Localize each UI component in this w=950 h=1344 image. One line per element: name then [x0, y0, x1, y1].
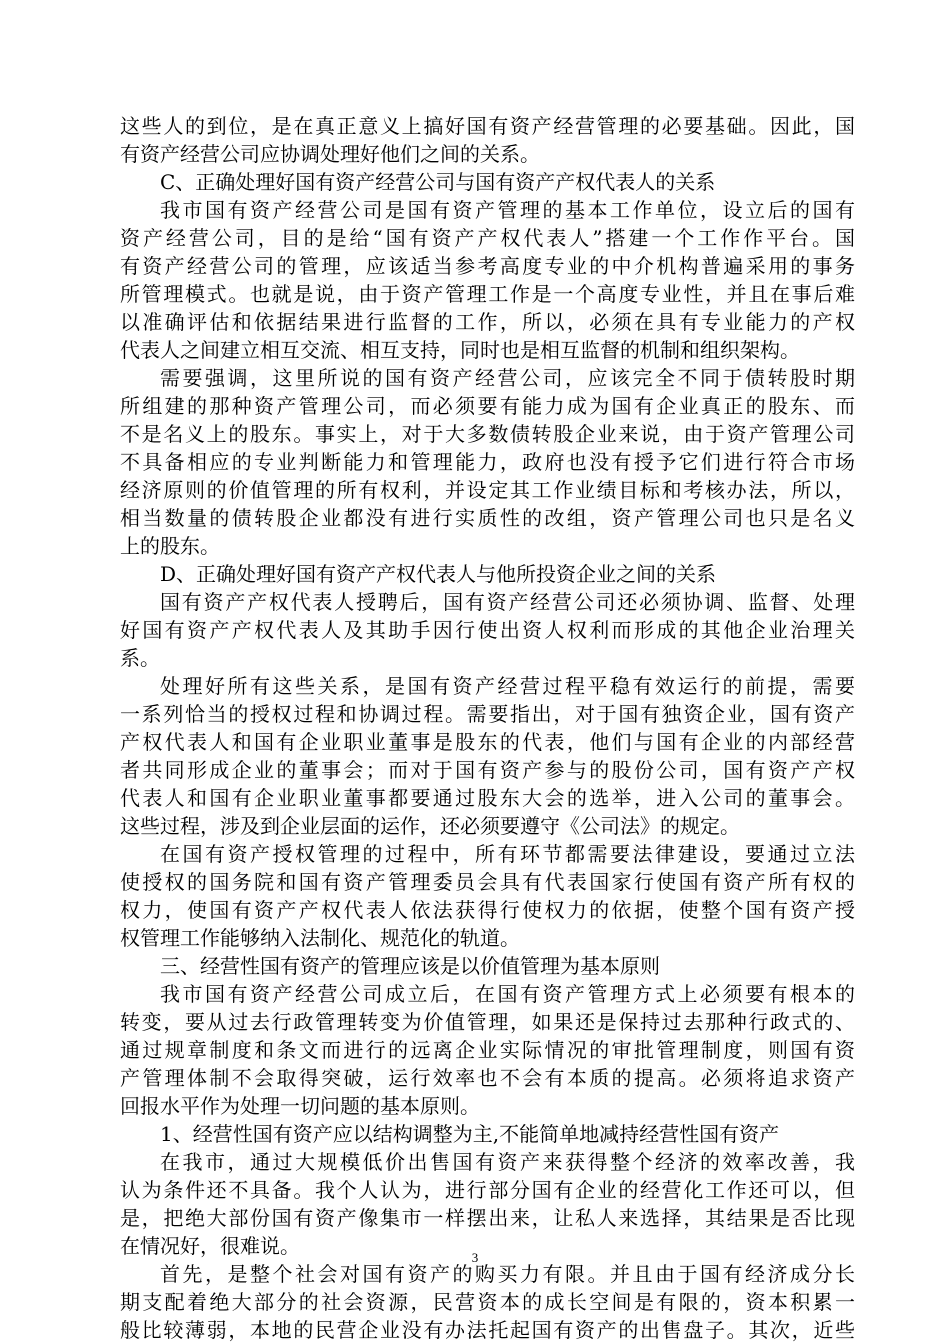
- text-line: 系。: [120, 646, 160, 670]
- text-line: 是，把绝大部份国有资产像集市一样摆出来，让私人来选择，其结果是否比现: [120, 1206, 855, 1230]
- text-line: 转变，要从过去行政管理转变为价值管理，如果还是保持过去那种行政式的、: [120, 1010, 855, 1034]
- text-line: 相当数量的债转股企业都没有进行实质性的改组，资产管理公司也只是名义: [120, 506, 855, 530]
- page-number: 3: [471, 1250, 479, 1265]
- text-line: 在国有资产授权管理的过程中，所有环节都需要法律建设，要通过立法: [160, 842, 855, 866]
- text-line: 有资产经营公司的管理，应该适当参考高度专业的中介机构普遍采用的事务: [120, 254, 855, 278]
- text-line: 认为条件还不具备。我个人认为，进行部分国有企业的经营化工作还可以，但: [120, 1178, 855, 1202]
- text-line: 所组建的那种资产管理公司，而必须要有能力成为国有企业真正的股东、而: [120, 394, 855, 418]
- text-line: 这些过程，涉及到企业层面的运作，还必须要遵守《公司法》的规定。: [120, 814, 740, 838]
- text-line: 三、经营性国有资产的管理应该是以价值管理为基本原则: [160, 954, 660, 978]
- text-line: 国有资产产权代表人授聘后，国有资产经营公司还必须协调、监督、处理: [160, 590, 855, 614]
- text-line: 以准确评估和依据结果进行监督的工作，所以，必须在具有专业能力的产权: [120, 310, 855, 334]
- text-line: 期支配着绝大部分的社会资源，民营资本的成长空间是有限的，资本积累一: [120, 1290, 855, 1314]
- text-line: 首先，是整个社会对国有资产的购买力有限。并且由于国有经济成分长: [160, 1262, 855, 1286]
- text-line: 权管理工作能够纳入法制化、规范化的轨道。: [120, 926, 520, 950]
- text-line: 一系列恰当的授权过程和协调过程。需要指出，对于国有独资企业，国有资产: [120, 702, 855, 726]
- text-line: 这些人的到位，是在真正意义上搞好国有资产经营管理的必要基础。因此，国: [120, 114, 855, 138]
- text-line: 我市国有资产经营公司是国有资产管理的基本工作单位，设立后的国有: [160, 198, 855, 222]
- text-line: 产权代表人和国有企业职业董事是股东的代表，他们与国有企业的内部经营: [120, 730, 855, 754]
- text-line: 在情况好，很难说。: [120, 1234, 300, 1258]
- text-line: 上的股东。: [120, 534, 220, 558]
- text-line: D、正确处理好国有资产产权代表人与他所投资企业之间的关系: [160, 562, 717, 586]
- text-line: 处理好所有这些关系，是国有资产经营过程平稳有效运行的前提，需要: [160, 674, 855, 698]
- text-line: 不是名义上的股东。事实上，对于大多数债转股企业来说，由于资产管理公司: [120, 422, 855, 446]
- text-line: 1、经营性国有资产应以结构调整为主,不能简单地减持经营性国有资产: [160, 1122, 780, 1146]
- text-line: 回报水平作为处理一切问题的基本原则。: [120, 1094, 480, 1118]
- text-line: 权力，使国有资产产权代表人依法获得行使权力的依据，使整个国有资产授: [120, 898, 855, 922]
- text-line: 我市国有资产经营公司成立后，在国有资产管理方式上必须要有根本的: [160, 982, 855, 1006]
- text-line: 代表人之间建立相互交流、相互支持，同时也是相互监督的机制和组织架构。: [120, 338, 800, 362]
- text-line: 通过规章制度和条文而进行的远离企业实际情况的审批管理制度，则国有资: [120, 1038, 855, 1062]
- text-line: 产管理体制不会取得突破，运行效率也不会有本质的提高。必须将追求资产: [120, 1066, 855, 1090]
- document-body: [120, 112, 855, 1344]
- text-line: 者共同形成企业的董事会；而对于国有资产参与的股份公司，国有资产产权: [120, 758, 855, 782]
- text-line: 所管理模式。也就是说，由于资产管理工作是一个高度专业性，并且在事后难: [120, 282, 855, 306]
- text-line: 般比较薄弱，本地的民营企业没有办法托起国有资产的出售盘子。其次，近些: [120, 1318, 855, 1342]
- text-line: 代表人和国有企业职业董事都要通过股东大会的选举，进入公司的董事会。: [120, 786, 855, 810]
- text-line: 有资产经营公司应协调处理好他们之间的关系。: [120, 142, 540, 166]
- text-line: 需要强调，这里所说的国有资产经营公司，应该完全不同于债转股时期: [160, 366, 855, 390]
- text-line: 好国有资产产权代表人及其助手因行使出资人权利而形成的其他企业治理关: [120, 618, 855, 642]
- text-line: 经济原则的价值管理的所有权利，并设定其工作业绩目标和考核办法，所以，: [120, 478, 855, 502]
- text-line: 使授权的国务院和国有资产管理委员会具有代表国家行使国有资产所有权的: [120, 870, 855, 894]
- text-line: 资产经营公司，目的是给“国有资产产权代表人”搭建一个工作作平台。国: [120, 226, 855, 250]
- text-line: 在我市，通过大规模低价出售国有资产来获得整个经济的效率改善，我: [160, 1150, 855, 1174]
- text-line: C、正确处理好国有资产经营公司与国有资产产权代表人的关系: [160, 170, 716, 194]
- text-line: 不具备相应的专业判断能力和管理能力，政府也没有授予它们进行符合市场: [120, 450, 855, 474]
